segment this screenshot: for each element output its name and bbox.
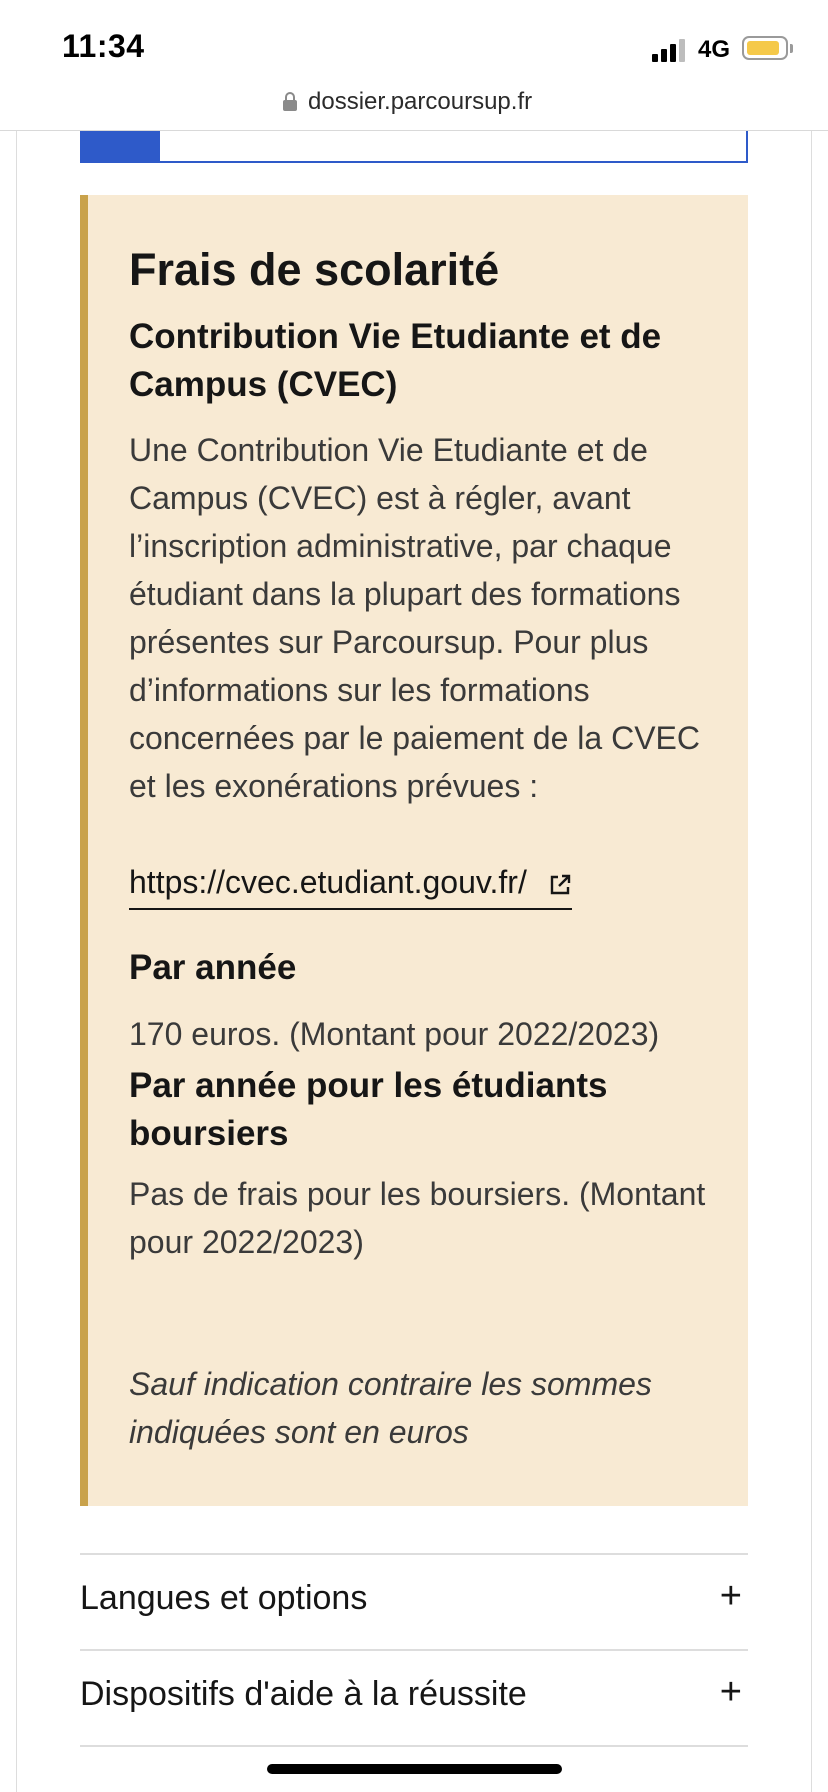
status-bar: [0, 0, 828, 80]
cvec-link[interactable]: [129, 858, 572, 910]
battery-tip: [790, 44, 793, 53]
lock-icon: [283, 92, 297, 112]
accordion-langues-options[interactable]: [80, 1555, 748, 1649]
url-text[interactable]: dossier.parcoursup.fr: [308, 88, 533, 115]
battery-level: [747, 41, 779, 55]
home-indicator[interactable]: [267, 1764, 562, 1774]
card-body: Une Contribution Vie Etudiante et de Campus (CVEC) est à régler, avant l’inscription administrative, par chaque étudiant dans la plupart des formations présentes sur Parcoursup. Pour plus d’informations sur les formations concernées par le paiement de la CVEC et les exonérations prévues :: [129, 432, 700, 804]
card-subtitle: Contribution Vie Etudiante et de Campus (CVEC): [129, 317, 662, 404]
previous-section-box: [80, 131, 748, 163]
scholarship-heading: Par année pour les étudiants boursiers: [129, 1066, 608, 1153]
signal-bars-icon: [652, 38, 688, 62]
currency-footnote: Sauf indication contraire les sommes indiquées sont en euros: [129, 1366, 652, 1450]
external-link-icon: [548, 873, 572, 897]
network-label: 4G: [698, 36, 731, 63]
scholarship-amount: Pas de frais pour les boursiers. (Montant pour 2022/2023): [129, 1176, 706, 1260]
expand-plus-icon[interactable]: +: [719, 1671, 742, 1713]
card-title: Frais de scolarité: [129, 244, 500, 295]
accordion-label: Dispositifs d'aide à la réussite: [80, 1675, 527, 1713]
per-year-heading: Par année: [129, 948, 297, 987]
cvec-link-text: https://cvec.etudiant.gouv.fr/: [129, 864, 527, 900]
expand-plus-icon[interactable]: +: [719, 1575, 742, 1617]
accordion-dispositifs-aide[interactable]: [80, 1651, 748, 1745]
status-time: 11:34: [62, 28, 145, 64]
url-bar[interactable]: [0, 80, 828, 131]
previous-section-accent: [80, 131, 160, 163]
accordion-divider: [80, 1745, 748, 1747]
battery-icon: [742, 36, 788, 60]
per-year-amount: 170 euros. (Montant pour 2022/2023): [129, 1016, 660, 1052]
accordion-label: Langues et options: [80, 1579, 368, 1617]
